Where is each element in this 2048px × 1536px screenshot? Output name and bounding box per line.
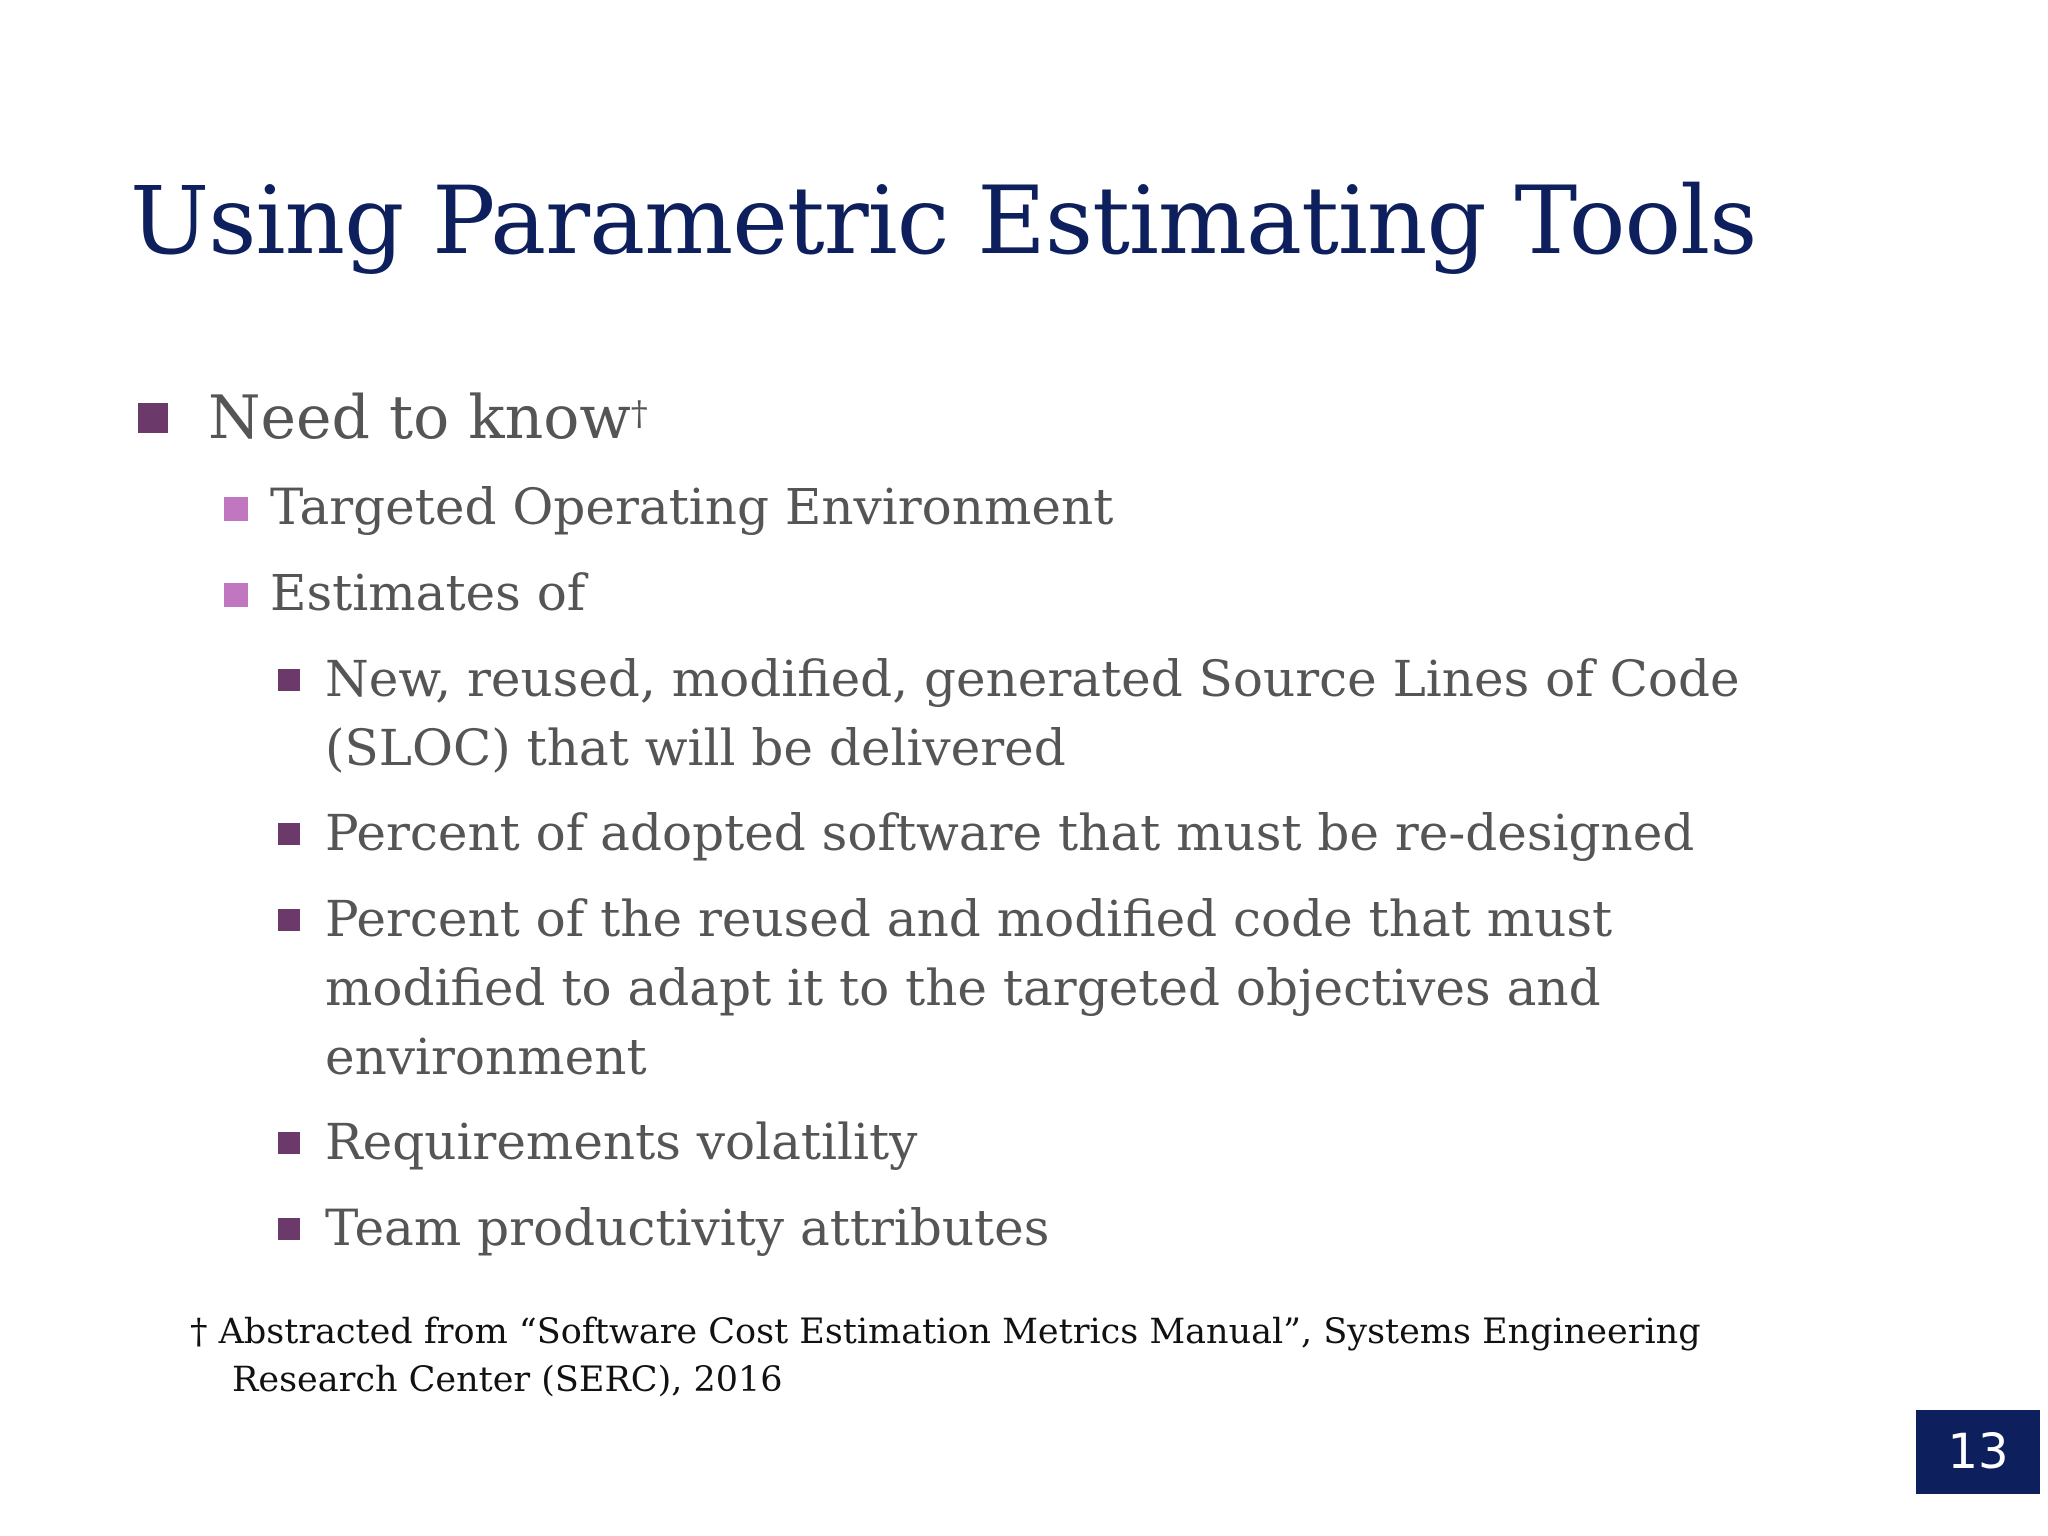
bullet-text-line: environment	[325, 1028, 647, 1086]
square-bullet-icon	[278, 823, 300, 845]
bullet-text-line: modified to adapt it to the targeted objectives and	[325, 959, 1601, 1017]
square-bullet-icon	[224, 583, 248, 607]
square-bullet-icon	[138, 403, 168, 433]
bullet-text-line: Team productivity attributes	[325, 1199, 1050, 1257]
bullet-text-line: (SLOC) that will be delivered	[325, 719, 1066, 777]
footnote	[190, 1308, 1701, 1404]
bullet-text: Targeted Operating Environment	[270, 478, 1114, 536]
square-bullet-icon	[278, 1218, 300, 1240]
footnote-line: Research Center (SERC), 2016	[232, 1360, 783, 1400]
footnote-line: † Abstracted from “Software Cost Estimation Metrics Manual”, Systems Engineering	[190, 1312, 1701, 1352]
bullet-text: Need to know	[208, 383, 631, 453]
slide-title: Using Parametric Estimating Tools	[130, 167, 1757, 276]
bullet-text: Estimates of	[270, 564, 586, 622]
bullet-text-line: New, reused, modified, generated Source Lines of Code	[325, 650, 1740, 708]
bullet-text-line: Percent of adopted software that must be re-designed	[325, 804, 1695, 862]
square-bullet-icon	[278, 669, 300, 691]
square-bullet-icon	[278, 1132, 300, 1154]
dagger-footnote-marker: †	[630, 394, 648, 434]
square-bullet-icon	[278, 909, 300, 931]
page-number-badge: 13	[1916, 1410, 2040, 1494]
square-bullet-icon	[224, 497, 248, 521]
bullet-text-line: Percent of the reused and modified code that must	[325, 890, 1613, 948]
bullet-text-line: Requirements volatility	[325, 1113, 918, 1171]
